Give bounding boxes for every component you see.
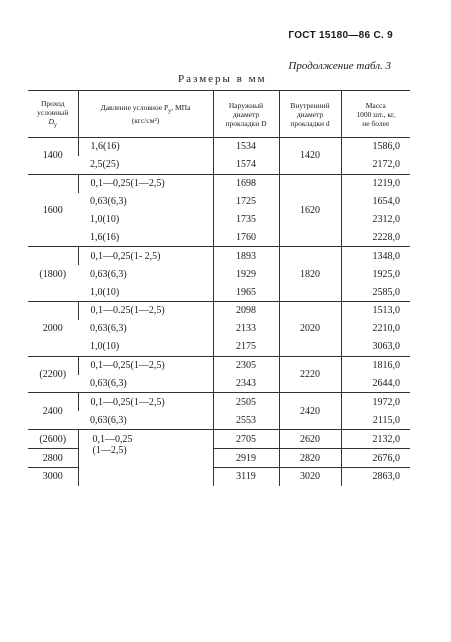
pressure-cell: 1,6(16) bbox=[78, 228, 213, 246]
mass-cell: 1348,0 bbox=[341, 247, 410, 265]
pressure-cell: 0,1—0,25(1—2,5) bbox=[78, 174, 213, 192]
pressure-cell: 1,6(16) bbox=[78, 138, 213, 156]
outer-diameter-cell: 2553 bbox=[213, 411, 279, 429]
nominal-bore-cell: 2000 bbox=[28, 302, 78, 357]
outer-diameter-cell: 1929 bbox=[213, 265, 279, 283]
pressure-cell: 0,1—0,25(1—2,5) bbox=[78, 356, 213, 374]
mass-cell: 2115,0 bbox=[341, 411, 410, 429]
outer-diameter-cell: 1760 bbox=[213, 228, 279, 246]
pressure-range-kgf-label: (1—2,5) bbox=[92, 445, 127, 457]
inner-diameter-cell: 2020 bbox=[279, 302, 341, 357]
pressure-cell: 0,1—0,25(1—2,5) bbox=[78, 393, 213, 411]
pressure-cell: 1,0(10) bbox=[78, 338, 213, 356]
pressure-cell: 0,63(6,3) bbox=[90, 323, 127, 335]
nominal-bore-cell: 2400 bbox=[28, 393, 78, 430]
outer-diameter-cell: 1965 bbox=[213, 283, 279, 301]
mass-cell: 2172,0 bbox=[341, 156, 410, 174]
table-row bbox=[28, 283, 410, 301]
pressure-cell bbox=[78, 430, 213, 486]
table-row bbox=[28, 375, 410, 393]
mass-cell: 1219,0 bbox=[341, 174, 410, 192]
mass-cell: 1816,0 bbox=[341, 356, 410, 374]
pressure-cell: 0,63(6,3) bbox=[90, 268, 127, 280]
pressure-cell: 0,63(6,3) bbox=[78, 411, 213, 429]
inner-diameter-cell: 2220 bbox=[279, 356, 341, 393]
table-row bbox=[28, 174, 410, 192]
column-header-nominal-pressure: Давление условное $P_у$, МПа (кгс/см²) bbox=[78, 91, 213, 138]
nominal-bore-cell: 1400 bbox=[28, 138, 78, 175]
table-row bbox=[28, 156, 410, 174]
pressure-range-label: 0,1—0,25 bbox=[92, 434, 133, 446]
gasket-dimensions-table bbox=[28, 90, 410, 486]
nominal-bore-cell: (2200) bbox=[28, 356, 78, 393]
nominal-bore-cell: 1600 bbox=[28, 174, 78, 247]
pressure-cell: 0,63(6,3) bbox=[90, 196, 127, 208]
outer-diameter-cell: 2133 bbox=[213, 320, 279, 338]
pressure-cell: 1,0(10) bbox=[78, 283, 213, 301]
outer-diameter-cell: 2505 bbox=[213, 393, 279, 411]
mass-cell: 2312,0 bbox=[341, 211, 410, 229]
nominal-bore-cell: (2600) bbox=[28, 430, 78, 449]
outer-diameter-cell: 2175 bbox=[213, 338, 279, 356]
table-row bbox=[28, 193, 410, 211]
mass-cell: 2228,0 bbox=[341, 228, 410, 246]
outer-diameter-cell: 2705 bbox=[213, 430, 279, 449]
mass-cell: 1586,0 bbox=[341, 138, 410, 156]
table-title: Размеры в мм bbox=[178, 73, 267, 85]
nominal-bore-cell: 2800 bbox=[28, 449, 78, 468]
mass-cell: 2676,0 bbox=[341, 449, 410, 468]
mass-cell: 2644,0 bbox=[341, 375, 410, 393]
inner-diameter-cell: 3020 bbox=[279, 468, 341, 486]
outer-diameter-cell: 1574 bbox=[213, 156, 279, 174]
nominal-bore-cell: (1800) bbox=[28, 247, 78, 302]
table-continuation-note: Продолжение табл. 3 bbox=[288, 60, 391, 72]
column-header-outer-diameter: Наружный диаметр прокладки D bbox=[213, 91, 279, 138]
outer-diameter-cell: 1893 bbox=[213, 247, 279, 265]
inner-diameter-cell: 2820 bbox=[279, 449, 341, 468]
pressure-cell: 0,63(6,3) bbox=[78, 375, 213, 393]
outer-diameter-cell: 1534 bbox=[213, 138, 279, 156]
outer-diameter-cell: 2343 bbox=[213, 375, 279, 393]
outer-diameter-cell: 2305 bbox=[213, 356, 279, 374]
column-header-nominal-bore: Проход условный $D_у$ bbox=[28, 91, 78, 138]
pressure-cell: 1,0(10) bbox=[90, 214, 120, 225]
page-header: ГОСТ 15180—86 С. 9 bbox=[288, 30, 393, 41]
inner-diameter-cell: 1620 bbox=[279, 174, 341, 247]
mass-cell: 1513,0 bbox=[341, 302, 410, 320]
table-row bbox=[28, 338, 410, 356]
mass-cell: 2585,0 bbox=[341, 283, 410, 301]
mass-cell: 2210,0 bbox=[341, 320, 410, 338]
mass-cell: 1654,0 bbox=[341, 193, 410, 211]
pressure-cell: 0,1—0.25(1—2,5) bbox=[78, 302, 213, 320]
mass-cell: 2132,0 bbox=[341, 430, 410, 449]
table-row bbox=[28, 430, 410, 449]
table-row bbox=[28, 411, 410, 429]
inner-diameter-cell: 1820 bbox=[279, 247, 341, 302]
table-row bbox=[28, 228, 410, 246]
mass-cell: 3063,0 bbox=[341, 338, 410, 356]
column-header-inner-diameter: Внутренний диаметр прокладки d bbox=[279, 91, 341, 138]
outer-diameter-cell: 2919 bbox=[213, 449, 279, 468]
mass-cell: 1972,0 bbox=[341, 393, 410, 411]
inner-diameter-cell: 2620 bbox=[279, 430, 341, 449]
table-row bbox=[28, 247, 410, 265]
table-row bbox=[28, 356, 410, 374]
column-header-mass: Масса 1000 шт., кг, не более bbox=[341, 91, 410, 138]
table-row bbox=[28, 393, 410, 411]
table-row bbox=[28, 211, 410, 229]
pressure-cell: 0,1—0,25(1- 2,5) bbox=[78, 247, 213, 265]
outer-diameter-cell: 3119 bbox=[213, 468, 279, 486]
mass-cell: 1925,0 bbox=[341, 265, 410, 283]
table-header-row bbox=[28, 91, 410, 138]
outer-diameter-cell: 1698 bbox=[213, 174, 279, 192]
outer-diameter-cell: 2098 bbox=[213, 302, 279, 320]
pressure-cell: 2,5(25) bbox=[78, 156, 213, 174]
table-row bbox=[28, 320, 410, 338]
inner-diameter-cell: 2420 bbox=[279, 393, 341, 430]
table-row bbox=[28, 265, 410, 283]
table-row bbox=[28, 138, 410, 156]
nominal-bore-cell: 3000 bbox=[42, 471, 63, 483]
outer-diameter-cell: 1725 bbox=[213, 193, 279, 211]
table-row bbox=[28, 302, 410, 320]
outer-diameter-cell: 1735 bbox=[213, 211, 279, 229]
mass-cell: 2863,0 bbox=[341, 468, 410, 486]
inner-diameter-cell: 1420 bbox=[279, 138, 341, 175]
